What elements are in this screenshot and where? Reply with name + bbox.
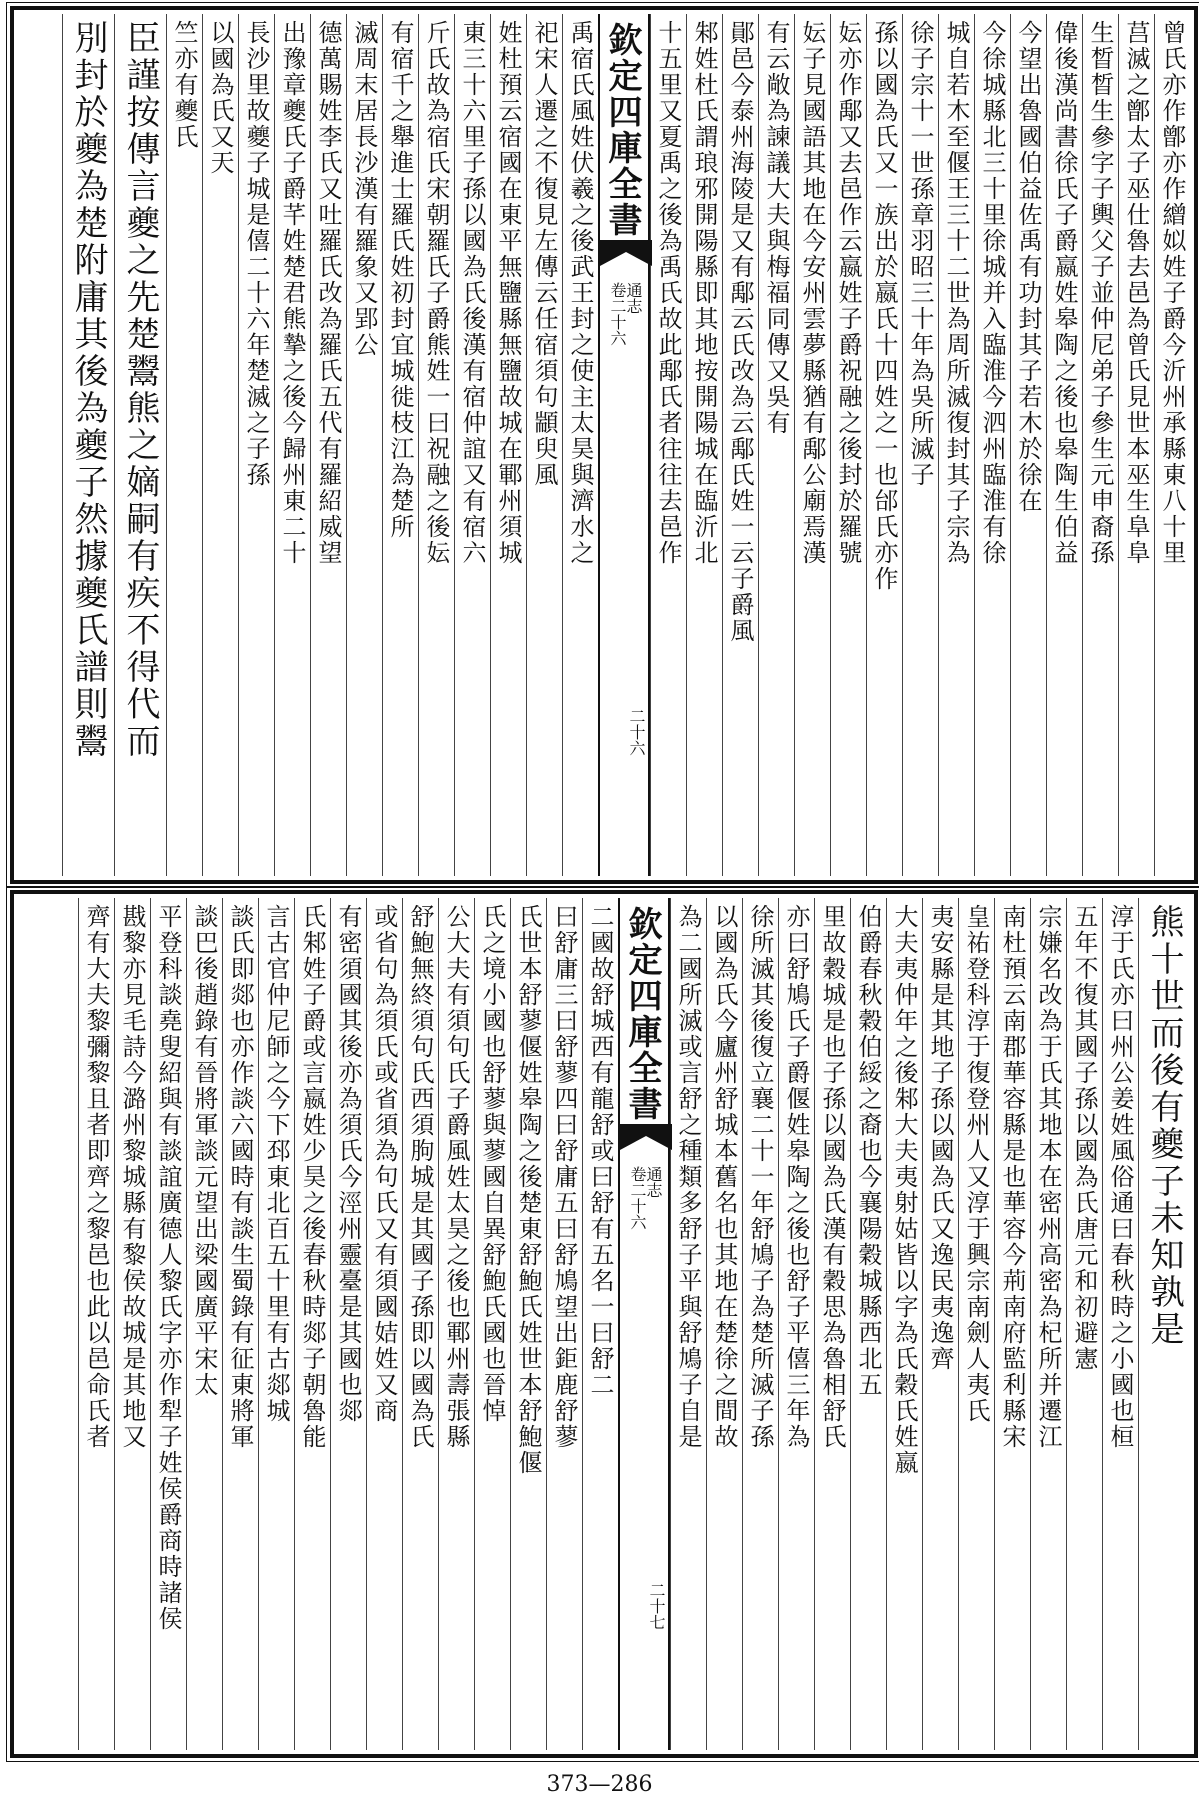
text-column: 生晳晳生參字子輿父子並仲尼弟子參生元申裔孫 (1082, 14, 1118, 876)
book-label: 通志 (624, 282, 643, 314)
fishtail-mark-icon (600, 240, 652, 266)
text-column: 伯爵春秋穀伯綏之裔也今襄陽穀城縣西北五 (850, 898, 886, 1750)
text-column: 祀宋人遷之不復見左傳云任宿須句顓臾風 (526, 14, 562, 876)
text-column: 妘亦作鄅又去邑作云嬴姓子爵祝融之後封於羅號 (830, 14, 866, 876)
bottom-text-body (18, 898, 1190, 1750)
text-column: 或省句為須氏或省須為句氏又有須國姞姓又商 (366, 898, 402, 1750)
page-center-gutter (598, 14, 650, 876)
commentary-column: 臣謹按傳言夔之先楚鬻熊之嫡嗣有疾不得代而 (114, 14, 166, 876)
text-column: 言古官仲尼師之今下邳東北百五十里有古郯城 (258, 898, 294, 1750)
text-column: 偉後漢尚書徐氏子爵嬴姓皋陶之後也皋陶生伯益 (1046, 14, 1082, 876)
text-column: 公大夫有須句氏子爵風姓太昊之後也鄆州壽張縣 (438, 898, 474, 1750)
text-column: 舒鮑無終須句氏西須朐城是其國子孫即以國為氏 (402, 898, 438, 1750)
text-column: 城自若木至偃王三十二世為周所滅復封其子宗為 (938, 14, 974, 876)
header-title: 欽定四庫全書 (602, 22, 642, 238)
top-page (10, 6, 1198, 884)
text-column: 談巴後趙錄有晉將軍談元望出梁國廣平宋太 (186, 898, 222, 1750)
text-column: 鄖邑今泰州海陵是又有鄅云氏改為云鄅氏姓一云子爵風 (722, 14, 758, 876)
top-text-body (18, 14, 1190, 876)
bottom-page (10, 890, 1198, 1758)
text-column: 孫以國為氏又一族出於嬴氏十四姓之一也邰氏亦作 (866, 14, 902, 876)
text-column: 五年不復其國子孫以國為氏唐元和初避憲 (1066, 898, 1102, 1750)
text-column: 有云敞為諫議大夫與梅福同傳又吳有 (758, 14, 794, 876)
text-column: 徐所滅其後復立襄二十一年舒鳩子為楚所滅子孫 (742, 898, 778, 1750)
text-column: 曰舒庸三曰舒蓼四曰舒庸五曰舒鳩望出鉅鹿舒蓼 (546, 898, 582, 1750)
text-column: 二國故舒城西有龍舒或曰舒有五名一曰舒二 (582, 898, 618, 1750)
text-column: 氏世本舒蓼偃姓皋陶之後楚東舒鮑氏姓世本舒鮑偃 (510, 898, 546, 1750)
text-column: 曾氏亦作鄫亦作繒姒姓子爵今沂州承縣東八十里 (1154, 14, 1190, 876)
text-column: 宗嫌名改為于氏其地本在密州高密為杞所并遷江 (1030, 898, 1066, 1750)
text-column: 戡黎亦見毛詩今潞州黎城縣有黎侯故城是其地又 (114, 898, 150, 1750)
juan-label: 卷二十六 (628, 1166, 647, 1230)
text-column: 平登科談堯叟紹與有談誼廣德人黎氏字亦作犁子姓侯爵商時諸侯 (150, 898, 186, 1750)
juan-label: 卷二十六 (608, 282, 627, 346)
folio-number: 二十六 (627, 708, 646, 756)
fishtail-mark-icon (620, 1124, 672, 1150)
text-column: 大夫夷仲年之後邾大夫夷射姑皆以字為氏穀氏姓嬴 (886, 898, 922, 1750)
text-column: 出豫章夔氏子爵芊姓楚君熊摯之後今歸州東二十 (274, 14, 310, 876)
text-column: 亦曰舒鳩氏子爵偃姓皋陶之後也舒子平僖三年為 (778, 898, 814, 1750)
page-number-footer: 373—286 (546, 1772, 653, 1797)
text-column: 皇祐登科淳于復登州人又淳于興宗南劍人夷氏 (958, 898, 994, 1750)
text-column: 為二國所滅或言舒之種類多舒子平與舒鳩子自是 (670, 898, 706, 1750)
text-column: 南杜預云南郡華容縣是也華容今荊南府監利縣宋 (994, 898, 1030, 1750)
text-column: 姓杜預云宿國在東平無鹽縣無鹽故城在鄆州須城 (490, 14, 526, 876)
text-column: 以國為氏又天 (202, 14, 238, 876)
text-column: 妘子見國語其地在今安州雲夢縣猶有鄅公廟焉漢 (794, 14, 830, 876)
commentary-column: 熊十世而後有夔子未知孰是 (1138, 898, 1190, 1750)
text-column: 徐子宗十一世孫章羽昭三十年為吳所滅子 (902, 14, 938, 876)
book-label: 通志 (644, 1166, 663, 1198)
page-center-gutter (618, 898, 670, 1750)
text-column: 里故穀城是也子孫以國為氏漢有穀思為魯相舒氏 (814, 898, 850, 1750)
folio-number: 二十七 (647, 1582, 666, 1630)
text-column: 滅周末居長沙漢有羅象又郢公 (346, 14, 382, 876)
text-column: 談氏即郯也亦作談六國時有談生蜀錄有征東將軍 (222, 898, 258, 1750)
text-column: 今徐城縣北三十里徐城并入臨淮今泗州臨淮有徐 (974, 14, 1010, 876)
commentary-column: 別封於夔為楚附庸其後為夔子然據夔氏譜則鬻 (62, 14, 114, 876)
text-column: 夷安縣是其地子孫以國為氏又逸民夷逸齊 (922, 898, 958, 1750)
text-column: 以國為氏今廬州舒城本舊名也其地在楚徐之間故 (706, 898, 742, 1750)
text-column: 氏邾姓子爵或言嬴姓少昊之後春秋時郯子朝魯能 (294, 898, 330, 1750)
text-column: 東三十六里子孫以國為氏後漢有宿仲誼又有宿六 (454, 14, 490, 876)
text-column: 禹宿氏風姓伏羲之後武王封之使主太昊與濟水之 (562, 14, 598, 876)
text-column: 莒滅之鄫太子巫仕魯去邑為曾氏見世本巫生阜阜 (1118, 14, 1154, 876)
text-column: 竺亦有夔氏 (166, 14, 202, 876)
text-column: 斤氏故為宿氏宋朝羅氏子爵熊姓一曰祝融之後妘 (418, 14, 454, 876)
text-column: 氏之境小國也舒蓼與蓼國自異舒鮑氏國也晉悼 (474, 898, 510, 1750)
header-title: 欽定四庫全書 (622, 906, 662, 1122)
text-column: 淳于氏亦曰州公姜姓風俗通曰春秋時之小國也桓 (1102, 898, 1138, 1750)
text-column: 長沙里故夔子城是僖二十六年楚滅之子孫 (238, 14, 274, 876)
text-column: 齊有大夫黎彌黎且者即齊之黎邑也此以邑命氏者 (78, 898, 114, 1750)
text-column: 德萬賜姓李氏又吐羅氏改為羅氏五代有羅紹威望 (310, 14, 346, 876)
text-column: 有密須國其後亦為須氏今涇州靈臺是其國也郯 (330, 898, 366, 1750)
text-column: 有宿千之舉進士羅氏姓初封宜城徙枝江為楚所 (382, 14, 418, 876)
text-column: 今望出魯國伯益佐禹有功封其子若木於徐在 (1010, 14, 1046, 876)
text-column: 十五里又夏禹之後為禹氏故此鄅氏者往往去邑作 (650, 14, 686, 876)
text-column: 邾姓杜氏謂琅邪開陽縣即其地按開陽城在臨沂北 (686, 14, 722, 876)
